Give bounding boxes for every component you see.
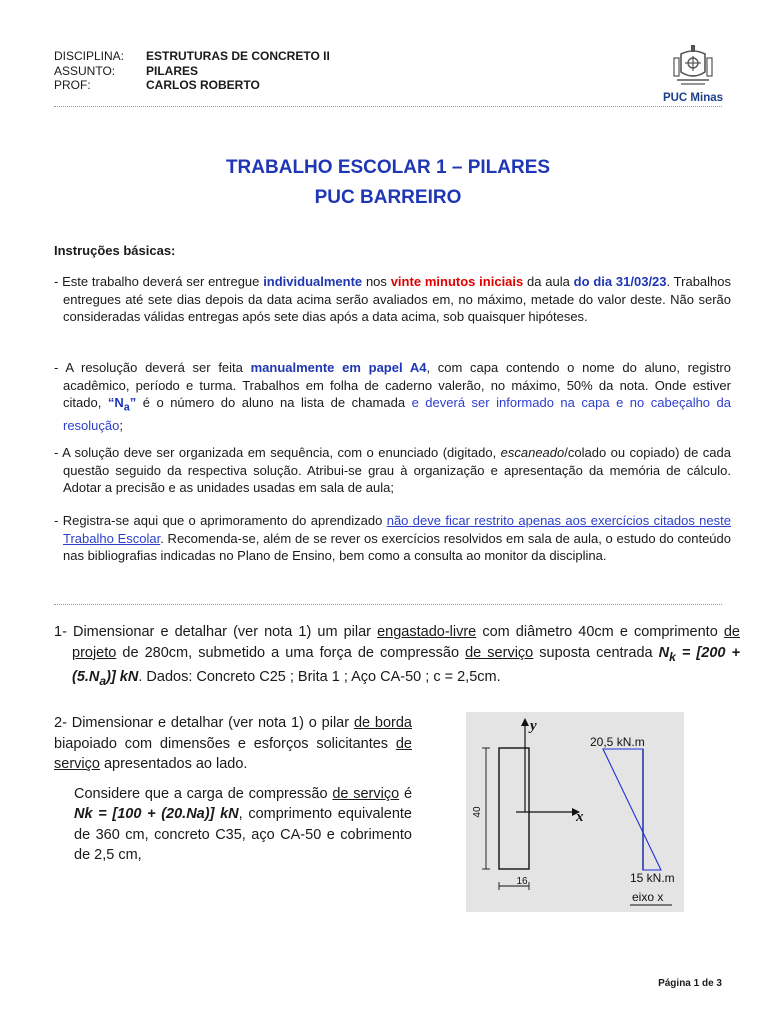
top-moment-label: 20,5 kN.m <box>590 735 645 749</box>
question-text: Considere que a carga de compressão <box>74 785 333 802</box>
instruction-text: - Registra-se aqui que o aprimoramento do aprendizado <box>54 513 387 528</box>
instruction-item <box>54 444 731 497</box>
document-header <box>54 49 330 93</box>
moment-diagram <box>603 749 661 870</box>
width-dimension-label: 16 <box>516 876 528 887</box>
underlined-text: de borda <box>353 715 412 731</box>
underlined-text: de serviço <box>54 735 412 772</box>
question-text: 1- Dimensionar e detalhar (ver nota 1) um pilar <box>54 624 378 640</box>
question-text: 2- Dimensionar e detalhar (ver nota 1) o pilar <box>54 715 354 731</box>
header-value: CARLOS ROBERTO <box>146 78 260 92</box>
formula-sub: a <box>99 673 107 688</box>
bottom-moment-label: 15 kN.m <box>630 871 675 885</box>
question-text: suposta centrada <box>533 644 659 661</box>
formula-part: N <box>658 644 670 661</box>
instruction-text: /colado ou copiado) de cada questão seguido da respectiva solução. Atribui-se grau à organização e apresentação da memória de cálculo. Adotar a precisão e as unidades usadas em sala de aula; <box>63 445 731 495</box>
instruction-item <box>54 359 731 435</box>
emphasis-text: vinte minutos iniciais <box>390 274 524 289</box>
header-key: PROF: <box>54 78 91 92</box>
header-key: ASSUNTO: <box>54 63 116 78</box>
page-number: Página 1 de 3 <box>658 978 722 989</box>
instruction-item <box>54 273 731 326</box>
formula-part: = [200 + (5.N <box>72 644 740 685</box>
instruction-text: - A resolução deverá ser feita <box>54 360 251 375</box>
x-axis-label: x <box>576 809 584 825</box>
height-dimension-label: 40 <box>472 806 483 818</box>
underlined-text: engastado-livre <box>377 624 477 640</box>
emphasis-text: e deverá ser informado na capa e no cabeçalho da resolução <box>63 395 732 434</box>
crest-icon <box>671 44 715 86</box>
question-text: , comprimento equivalente de 360 cm, concreto C35, aço CA-50 e cobrimento de 2,5 cm, <box>74 806 412 863</box>
question-text: apresentados ao lado. <box>99 756 248 772</box>
instruction-text: . Trabalhos entregues até sete dias depois da data acima serão avaliados em, no máximo, metade do valor deste. Não serão consideradas válidas entregas após sete dias após a data acima, sob quaisquer hipóteses. <box>63 274 732 324</box>
emphasis-link[interactable]: não deve ficar restrito apenas aos exercícios citados neste Trabalho Escolar <box>63 513 731 546</box>
question-text: biapoiado com dimensões e esforços solicitantes <box>54 735 396 752</box>
question-1 <box>54 622 740 691</box>
page-title: TRABALHO ESCOLAR 1 – PILARES <box>225 157 551 178</box>
instruction-text: nos <box>362 274 391 289</box>
italic-text: escaneado <box>500 445 565 460</box>
emphasis-text: do dia 31/03/23 <box>573 274 667 289</box>
header-row-subject <box>54 64 330 79</box>
page-subtitle: PUC BARREIRO <box>314 187 462 208</box>
question-text: . Dados: Concreto C25 ; Brita 1 ; Aço CA-50 ; c = 2,5cm. <box>138 668 501 685</box>
header-divider <box>54 106 722 107</box>
instruction-text: da aula <box>523 274 574 289</box>
logo-text: PUC Minas <box>662 92 724 104</box>
section-divider <box>54 604 722 605</box>
underlined-text: de serviço <box>332 785 400 802</box>
instruction-text: - A solução deve ser organizada em sequência, com o enunciado (digitado, <box>54 445 501 460</box>
instruction-text: ; <box>119 418 123 434</box>
header-value: PILARES <box>146 63 199 78</box>
instructions-heading: Instruções básicas: <box>54 243 176 258</box>
header-row-discipline <box>54 49 330 64</box>
header-key: DISCIPLINA: <box>54 49 125 63</box>
instruction-text: , com capa contendo o nome do aluno, registro acadêmico, período e turma. Trabalhos em folha de caderno valerão, no máximo, 50% da nota. Onde estiver citado, <box>63 360 731 410</box>
load-formula: Nk = [100 + (20.Na)] kN <box>74 806 239 822</box>
instruction-text: . Recomenda-se, além de se rever os exercícios resolvidos em sala de aula, o estudo do conteúdo nas bibliografias indicadas no Plano de Ensino, bem como a consulta ao monitor da disciplina. <box>63 530 731 563</box>
university-logo <box>660 44 726 104</box>
pillar-figure <box>466 712 684 912</box>
question-text: de 280cm, submetido a uma força de compressão <box>116 644 466 661</box>
underlined-text: de projeto <box>72 624 740 661</box>
instruction-text: - Este trabalho deverá ser entregue <box>54 274 264 289</box>
emphasis-text: individualmente <box>263 274 363 289</box>
header-value: ESTRUTURAS DE CONCRETO II <box>146 49 330 63</box>
underlined-text: de serviço <box>465 644 534 661</box>
question-2 <box>54 713 412 866</box>
axis-name-label: eixo x <box>632 890 664 904</box>
instruction-item <box>54 512 731 565</box>
header-row-professor <box>54 78 330 93</box>
y-axis-label: y <box>530 718 537 734</box>
formula-sub: k <box>669 649 676 664</box>
emphasis-text: manualmente em papel A4 <box>250 360 427 375</box>
pillar-diagram <box>466 712 684 912</box>
na-symbol-sub: a <box>123 401 130 414</box>
question-2-paragraph <box>54 784 412 866</box>
question-text: é <box>399 785 413 802</box>
na-symbol-open: “N <box>107 395 124 410</box>
arrow-up-icon <box>521 718 529 726</box>
question-2-paragraph <box>54 713 412 775</box>
formula-part: )] kN <box>106 668 139 685</box>
instruction-text: é o número do aluno na lista de chamada <box>136 395 412 410</box>
na-symbol <box>107 395 137 414</box>
question-text: com diâmetro 40cm e comprimento <box>476 624 724 640</box>
na-symbol-close: ” <box>129 395 137 410</box>
